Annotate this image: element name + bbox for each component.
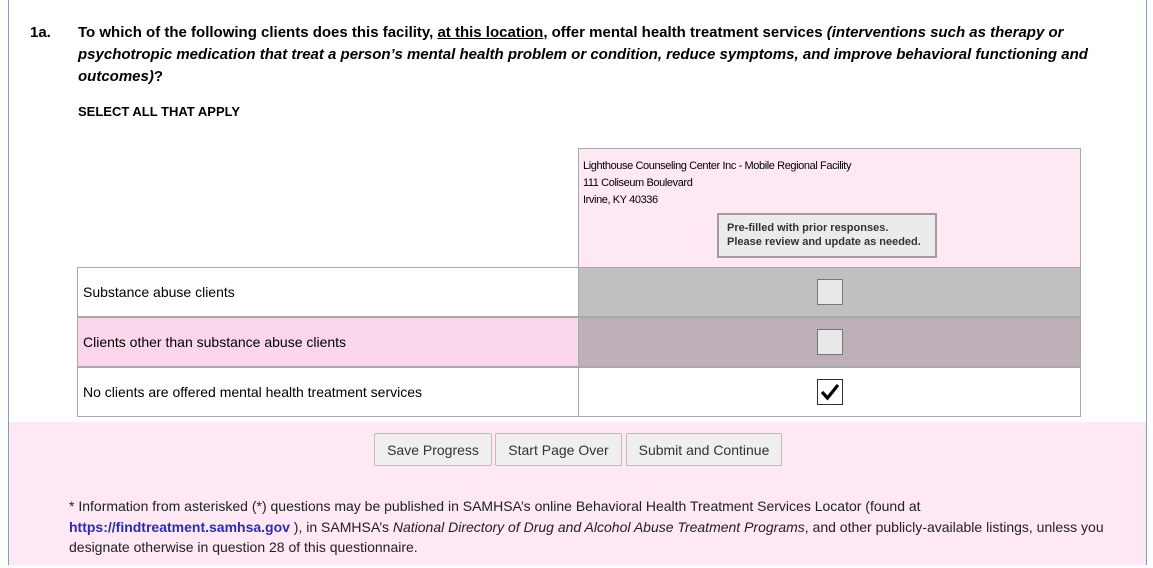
no-clients-checkbox[interactable]: [817, 379, 843, 405]
question-text-middle: , offer mental health treatment services: [543, 24, 827, 41]
question-text-definition: (interventions such as therapy or psychotropic medication that treat a person’s mental health problem or condition, reduce symptoms, and improve behavioral functioning and outcomes): [78, 24, 1088, 85]
footnote-text: ), in SAMHSA’s: [289, 518, 393, 535]
option-row-no-clients: [77, 367, 1081, 417]
findtreatment-link[interactable]: https://findtreatment.samhsa.gov: [69, 518, 290, 535]
prefill-line-2: Please review and update as needed.: [727, 236, 921, 248]
other-clients-checkbox[interactable]: [817, 329, 843, 355]
substance-abuse-checkbox[interactable]: [817, 279, 843, 305]
footnote-text: , and other publicly-available listings, unless you designate otherwise in question 28 of this questionnaire.: [69, 518, 1104, 555]
footnote: [69, 496, 1129, 558]
question-text-end: ?: [153, 68, 164, 85]
footer-panel: [9, 422, 1146, 565]
option-cell: [579, 368, 1080, 416]
prefill-notice: [717, 213, 937, 258]
facility-header: [578, 148, 1081, 268]
directory-title: National Directory of Drug and Alcohol Abuse Treatment Programs: [392, 518, 805, 535]
question-text-location: at this location: [437, 24, 544, 41]
prefill-line-1: Pre-filled with prior responses.: [727, 222, 889, 234]
option-cell: [579, 268, 1080, 316]
checkmark-icon: [820, 382, 840, 402]
save-progress-button[interactable]: Save Progress: [374, 433, 492, 466]
question-text: [78, 22, 1088, 88]
select-all-instruction: SELECT ALL THAT APPLY: [78, 104, 241, 119]
footnote-text: * Information from asterisked (*) questions may be published in SAMHSA’s online Behavioral Health Treatment Services Locator (found at: [69, 498, 921, 514]
option-label: Clients other than substance abuse clients: [78, 318, 579, 366]
facility-name: Lighthouse Counseling Center Inc - Mobile Regional Facility: [583, 160, 852, 172]
option-row-other-clients: [77, 317, 1081, 367]
facility-street: 111 Coliseum Boulevard: [583, 177, 693, 189]
start-page-over-button[interactable]: Start Page Over: [495, 433, 622, 466]
option-cell: [579, 318, 1080, 366]
facility-address: [583, 158, 851, 209]
option-label: Substance abuse clients: [78, 268, 579, 316]
question-number: 1a.: [30, 24, 51, 41]
facility-city: Irvine, KY 40336: [583, 194, 658, 206]
option-label: No clients are offered mental health treatment services: [78, 368, 579, 416]
option-row-substance-abuse: [77, 267, 1081, 317]
submit-continue-button[interactable]: Submit and Continue: [626, 433, 782, 466]
question-text-start: To which of the following clients does this facility,: [78, 24, 438, 41]
